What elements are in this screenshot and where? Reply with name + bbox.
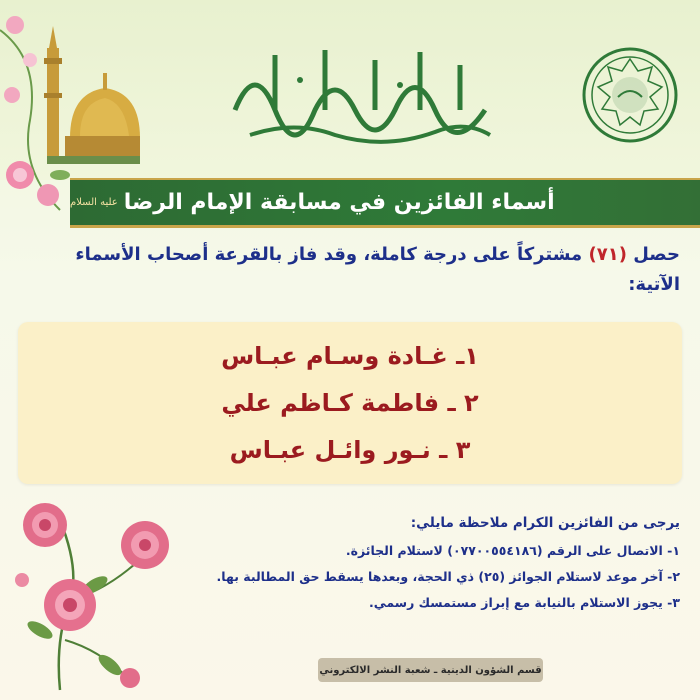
rose-decoration (0, 490, 190, 700)
calligraphy-logo (215, 40, 505, 155)
note-item: ٢- آخر موعد لاستلام الجوائز (٢٥) ذي الحجة، وبعدها يسقط حق المطالبة بها. (216, 569, 680, 584)
seal-logo (580, 45, 680, 145)
footer-credit: قسم الشؤون الدينية ـ شعبة النشر الالكتروني (318, 658, 543, 682)
note-item: ٣- يجوز الاستلام بالنيابة مع إبراز مستمسك رسمي. (369, 595, 680, 610)
page-title: أسماء الفائزين في مسابقة الإمام الرضا (123, 190, 555, 215)
winners-box (18, 322, 682, 484)
title-banner (70, 178, 700, 228)
winner-name: ١ـ غـادة وسـام عبـاس (221, 341, 479, 370)
winner-name: ٣ ـ نـور وائـل عبـاس (229, 436, 471, 465)
participant-count: (٧١) (588, 244, 627, 265)
honorific-glyph: عليه السلام (70, 197, 118, 208)
notes-heading: يرجى من الفائزين الكرام ملاحظة مايلي: (410, 515, 680, 531)
intro-prefix: حصل (633, 244, 680, 265)
notes-list (210, 543, 680, 621)
note-item: ١- الاتصال على الرقم (٠٧٧٠٠٥٥٤١٨٦) لاستلام الجائزة. (345, 543, 680, 558)
shrine-illustration (25, 18, 140, 178)
winner-name: ٢ ـ فاطمة كـاظم علي (221, 388, 479, 417)
intro-suffix: مشتركاً على درجة كاملة، وقد فاز بالقرعة أصحاب الأسماء الآتية: (75, 244, 680, 295)
intro-paragraph (30, 240, 680, 300)
